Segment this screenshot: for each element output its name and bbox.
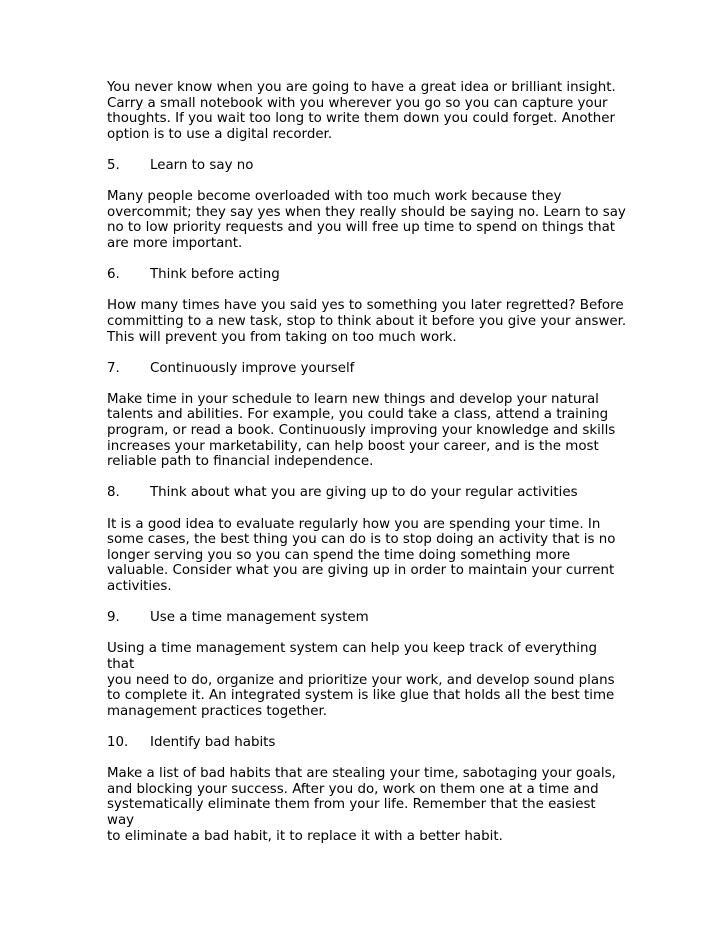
- section-body-10: Make a list of bad habits that are stealing your time, sabotaging your goals, and blocking your success. After you do, work on them one at a time and systematically eliminate them from your life. Remember that the easiest way to eliminate a bad habit, it to replace it with a better habit.: [107, 766, 616, 844]
- section-number: 6.: [107, 267, 120, 283]
- section-heading-5: [107, 158, 627, 174]
- section-heading-7: [107, 361, 627, 377]
- intro-paragraph: You never know when you are going to have a great idea or brilliant insight. Carry a small notebook with you wherever you go so you can capture your thoughts. If you wait too long to write them down you could forget. Another option is to use a digital recorder.: [107, 80, 616, 142]
- section-heading-9: [107, 610, 627, 626]
- section-body-5: Many people become overloaded with too much work because they overcommit; they say yes when they really should be saying no. Learn to say no to low priority requests and you will free up time to spend on things that are more important.: [107, 189, 626, 251]
- section-body-9: Using a time management system can help you keep track of everything that you need to do, organize and prioritize your work, and develop sound plans to complete it. An integrated system is like glue that holds all the best time management practices together.: [107, 641, 615, 719]
- section-title: Identify bad habits: [150, 734, 276, 750]
- section-number: 10.: [107, 734, 129, 750]
- section-number: 5.: [107, 157, 120, 173]
- section-body-7: Make time in your schedule to learn new things and develop your natural talents and abilities. For example, you could take a class, attend a training program, or read a book. Continuously improving your knowledge and skills increases your marketability, can help boost your career, and is the most reliable path to financial independence.: [107, 391, 616, 470]
- section-number: 9.: [107, 610, 120, 626]
- section-heading-10: [107, 735, 627, 751]
- section-number: 7.: [107, 360, 120, 376]
- section-heading-6: [107, 267, 627, 283]
- section-body-6: How many times have you said yes to something you later regretted? Before committing to a new task, stop to think about it before you give your answer. This will prevent you from taking on too much work.: [107, 298, 627, 345]
- section-title: Learn to say no: [150, 157, 254, 173]
- section-heading-8: [107, 485, 627, 501]
- section-title: Think before acting: [150, 267, 280, 283]
- section-title: Continuously improve yourself: [150, 360, 355, 376]
- section-title: Use a time management system: [150, 610, 369, 626]
- section-number: 8.: [107, 485, 120, 501]
- section-body-8: It is a good idea to evaluate regularly how you are spending your time. In some cases, the best thing you can do is to stop doing an activity that is no longer serving you so you can spend the time doing something more valuable. Consider what you are giving up in order to maintain your current activities.: [107, 516, 616, 594]
- document-page: [107, 80, 627, 860]
- section-title: Think about what you are giving up to do your regular activities: [150, 485, 578, 501]
